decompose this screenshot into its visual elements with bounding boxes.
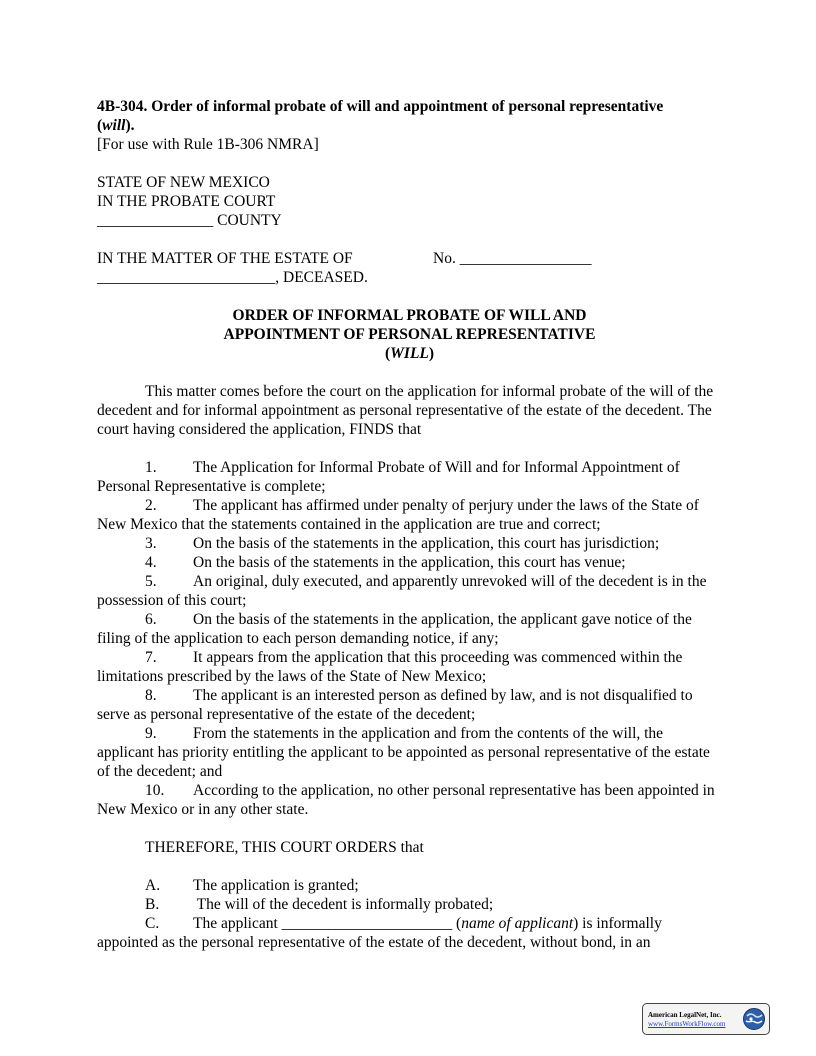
rule-note: [For use with Rule 1B-306 NMRA] bbox=[97, 136, 319, 153]
order-letter: B. bbox=[145, 896, 160, 913]
order-title-paren-close: ) bbox=[428, 345, 435, 362]
applicant-name-hint: name of applicant bbox=[461, 915, 574, 932]
orders-list bbox=[97, 876, 722, 952]
finding-number: 6. bbox=[145, 611, 157, 628]
order-title-line1: ORDER OF INFORMAL PROBATE OF WILL AND bbox=[232, 307, 587, 324]
order-title-paren-open: ( bbox=[384, 345, 391, 362]
order-title bbox=[97, 306, 722, 363]
title-paren-open: ( bbox=[97, 117, 103, 134]
finding-item bbox=[97, 458, 722, 496]
finding-text: According to the application, no other personal representative has been appointed in New Mexico or in any other state. bbox=[97, 782, 715, 818]
caption-county: _______________ COUNTY bbox=[97, 212, 282, 229]
form-heading bbox=[97, 97, 722, 135]
case-number-field: No. _________________ bbox=[433, 250, 592, 267]
finding-item bbox=[97, 686, 722, 724]
badge-url-link[interactable]: www.FormsWorkFlow.com bbox=[648, 1020, 726, 1028]
order-letter: A. bbox=[145, 877, 161, 894]
finding-number: 10. bbox=[145, 782, 165, 799]
badge-company: American LegalNet, Inc. bbox=[648, 1011, 722, 1019]
caption-court: IN THE PROBATE COURT bbox=[97, 193, 276, 210]
caption-deceased: _______________________, DECEASED. bbox=[97, 269, 368, 286]
form-title-line2 bbox=[97, 116, 722, 135]
order-text: The application is granted; bbox=[193, 877, 359, 894]
caption-estate-of: IN THE MATTER OF THE ESTATE OF bbox=[97, 250, 353, 267]
finding-number: 8. bbox=[145, 687, 157, 704]
finding-text: On the basis of the statements in the application, this court has jurisdiction; bbox=[193, 535, 660, 552]
finding-number: 7. bbox=[145, 649, 157, 666]
finding-item bbox=[97, 610, 722, 648]
finding-number: 3. bbox=[145, 535, 157, 552]
finding-text: From the statements in the application and from the contents of the will, the applicant has priority entitling the applicant to be appointed as personal representative of the estate of the decedent; and bbox=[97, 725, 710, 780]
order-item-c bbox=[97, 914, 722, 952]
globe-icon bbox=[742, 1007, 766, 1031]
caption-estate-row bbox=[97, 249, 722, 268]
findings-list bbox=[97, 458, 722, 819]
form-title-line1: 4B-304. Order of informal probate of will and appointment of personal representative bbox=[97, 98, 664, 115]
finding-item bbox=[97, 553, 722, 572]
finding-number: 9. bbox=[145, 725, 157, 742]
finding-item bbox=[97, 496, 722, 534]
finding-text: On the basis of the statements in the application, the applicant gave notice of the filing of the application to each person demanding notice, if any; bbox=[97, 611, 692, 647]
finding-item bbox=[97, 648, 722, 686]
order-title-line2: APPOINTMENT OF PERSONAL REPRESENTATIVE bbox=[223, 326, 596, 343]
finding-item bbox=[97, 534, 722, 553]
order-text: The applicant ______________________ ( bbox=[193, 915, 462, 932]
title-italic-word: will bbox=[102, 117, 126, 134]
finding-item bbox=[97, 781, 722, 819]
order-item-b bbox=[97, 895, 722, 914]
order-item-a bbox=[97, 876, 722, 895]
intro-paragraph: This matter comes before the court on the application for informal probate of the will of the decedent and for informal appointment as personal representative of the estate of the decedent. The court having considered the application, FINDS that bbox=[97, 383, 714, 438]
finding-item bbox=[97, 724, 722, 781]
finding-number: 5. bbox=[145, 573, 157, 590]
order-title-line3 bbox=[97, 344, 722, 363]
title-paren-close: ). bbox=[125, 117, 135, 134]
finding-text: The applicant is an interested person as defined by law, and is not disqualified to serve as personal representative of the estate of the decedent; bbox=[97, 687, 693, 723]
order-title-italic-word: WILL bbox=[390, 345, 429, 362]
finding-number: 1. bbox=[145, 459, 157, 476]
finding-item bbox=[97, 572, 722, 610]
finding-text: It appears from the application that this proceeding was commenced within the limitations prescribed by the laws of the State of New Mexico; bbox=[97, 649, 683, 685]
therefore-clause: THEREFORE, THIS COURT ORDERS that bbox=[145, 839, 424, 856]
finding-text: On the basis of the statements in the application, this court has venue; bbox=[193, 554, 626, 571]
order-text: ) is informally appointed as the personal representative of the estate of the decedent, without bond, in an bbox=[97, 915, 662, 951]
finding-text: The applicant has affirmed under penalty of perjury under the laws of the State of New Mexico that the statements contained in the application are true and correct; bbox=[97, 497, 699, 533]
finding-number: 4. bbox=[145, 554, 157, 571]
caption-state: STATE OF NEW MEXICO bbox=[97, 174, 270, 191]
order-text: The will of the decedent is informally probated; bbox=[193, 896, 494, 913]
document-page bbox=[97, 97, 722, 952]
finding-text: An original, duly executed, and apparently unrevoked will of the decedent is in the possession of this court; bbox=[97, 573, 707, 609]
finding-text: The Application for Informal Probate of Will and for Informal Appointment of Personal Representative is complete; bbox=[97, 459, 680, 495]
finding-number: 2. bbox=[145, 497, 157, 514]
legalnet-badge[interactable] bbox=[642, 1003, 770, 1035]
order-letter: C. bbox=[145, 915, 160, 932]
